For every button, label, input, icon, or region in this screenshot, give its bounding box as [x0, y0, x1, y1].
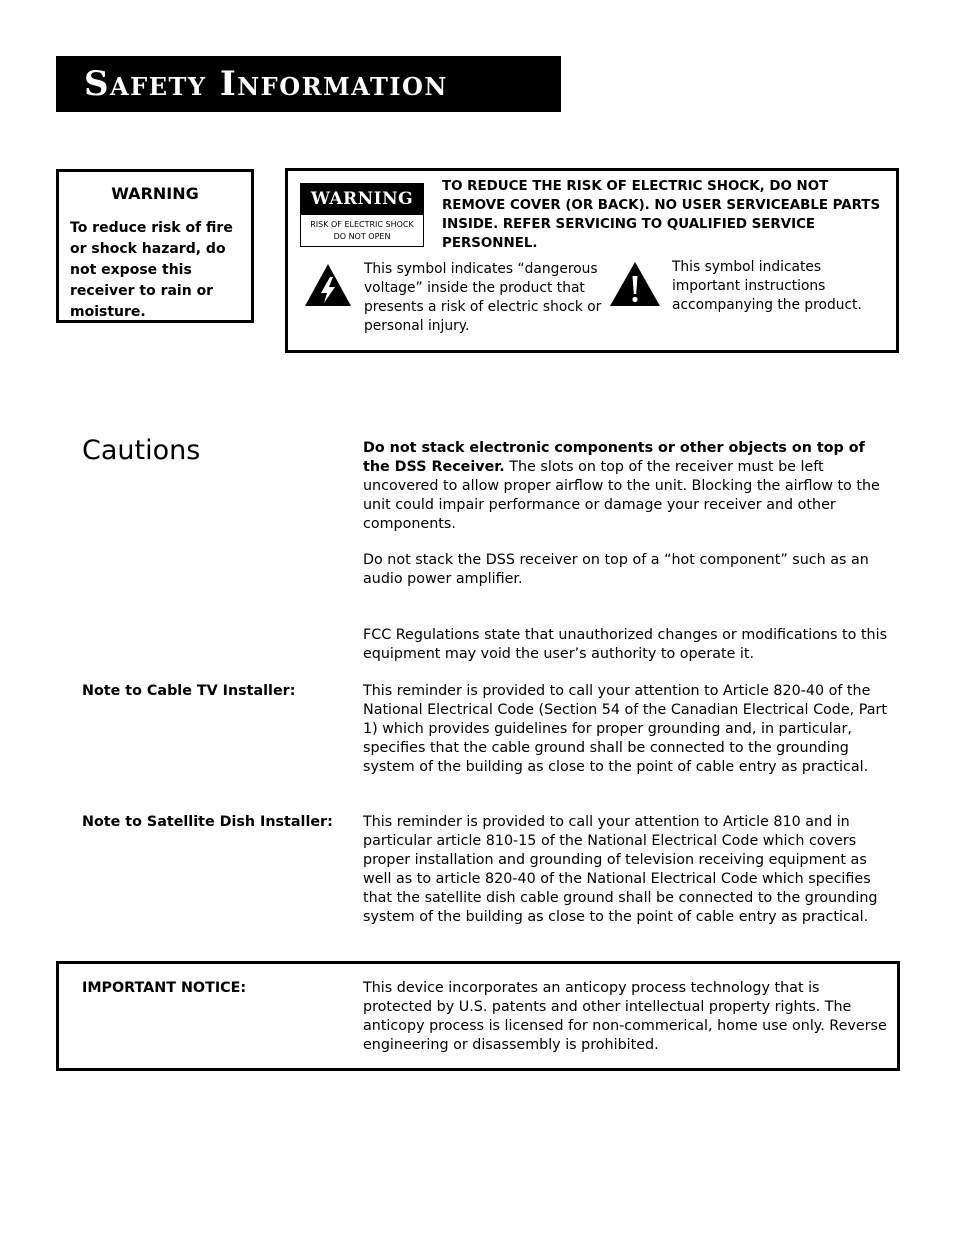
important-notice-label: IMPORTANT NOTICE: — [82, 980, 247, 996]
warning-heading: WARNING — [111, 184, 199, 203]
instruction-symbol-text: This symbol indicates important instructions accompanying the product. — [672, 259, 862, 313]
stacking-caution-bold: Do not stack electronic components or other objects on top of the DSS Receiver. — [363, 440, 865, 475]
warning-label-line-2: DO NOT OPEN — [333, 232, 391, 241]
page-title: Safety Information — [84, 64, 448, 104]
hot-component-caution: Do not stack the DSS receiver on top of a “hot component” such as an audio power amplifier. — [363, 552, 869, 587]
satellite-installer-label: Note to Satellite Dish Installer: — [82, 814, 333, 830]
risk-heading: TO REDUCE THE RISK OF ELECTRIC SHOCK, DO NOT REMOVE COVER (OR BACK). NO USER SERVICEABLE PARTS INSIDE. REFER SERVICING TO QUALIFIED SERVICE PERSONNEL. — [442, 179, 881, 251]
lightning-bolt-triangle-icon — [304, 263, 352, 307]
cable-installer-text: This reminder is provided to call your attention to Article 820-40 of the National Electrical Code (Section 54 of the Canadian Electrical Code, Part 1) which provides guidelines for proper grounding and, in particular, specifies that the cable ground shall be connected to the grounding system of the building as close to the point of cable entry as practical. — [363, 683, 887, 775]
cable-installer-label: Note to Cable TV Installer: — [82, 683, 296, 699]
voltage-symbol-text: This symbol indicates “dangerous voltage” inside the product that presents a risk of electric shock or personal injury. — [364, 261, 602, 334]
stacking-caution-text: The slots on top of the receiver must be left uncovered to allow proper airflow to the unit. Blocking the airflow to the unit could impair performance or damage your receiver and other components. — [363, 459, 880, 532]
satellite-installer-text: This reminder is provided to call your attention to Article 810 and in particular article 810-15 of the National Electrical Code which covers proper installation and grounding of television receiving equipment as well as to article 820-40 of the National Electrical Code which specifies that the satellite dish cable ground shall be connected to the grounding system of the building as close to the point of cable entry as practical. — [363, 814, 878, 925]
fcc-caution: FCC Regulations state that unauthorized changes or modifications to this equipment may void the user’s authority to operate it. — [363, 627, 888, 662]
exclamation-triangle-icon — [609, 261, 661, 307]
warning-label-subtitle — [301, 215, 423, 243]
important-notice-text: This device incorporates an anticopy process technology that is protected by U.S. patents and other intellectual property rights. The anticopy process is licensed for non-commerical, home use only. Reverse engineering or disassembly is prohibited. — [363, 980, 887, 1053]
warning-text: To reduce risk of fire or shock hazard, do not expose this receiver to rain or moisture. — [70, 220, 233, 320]
electric-shock-warning-box — [285, 168, 899, 353]
fire-shock-warning-box — [56, 169, 254, 323]
important-notice-box — [56, 961, 900, 1071]
warning-label — [300, 183, 424, 247]
warning-label-title: WARNING — [301, 184, 423, 215]
stacking-caution — [363, 439, 889, 534]
warning-label-line-1: RISK OF ELECTRIC SHOCK — [310, 220, 414, 229]
cautions-title: Cautions — [82, 435, 201, 466]
title-bar — [56, 56, 561, 112]
